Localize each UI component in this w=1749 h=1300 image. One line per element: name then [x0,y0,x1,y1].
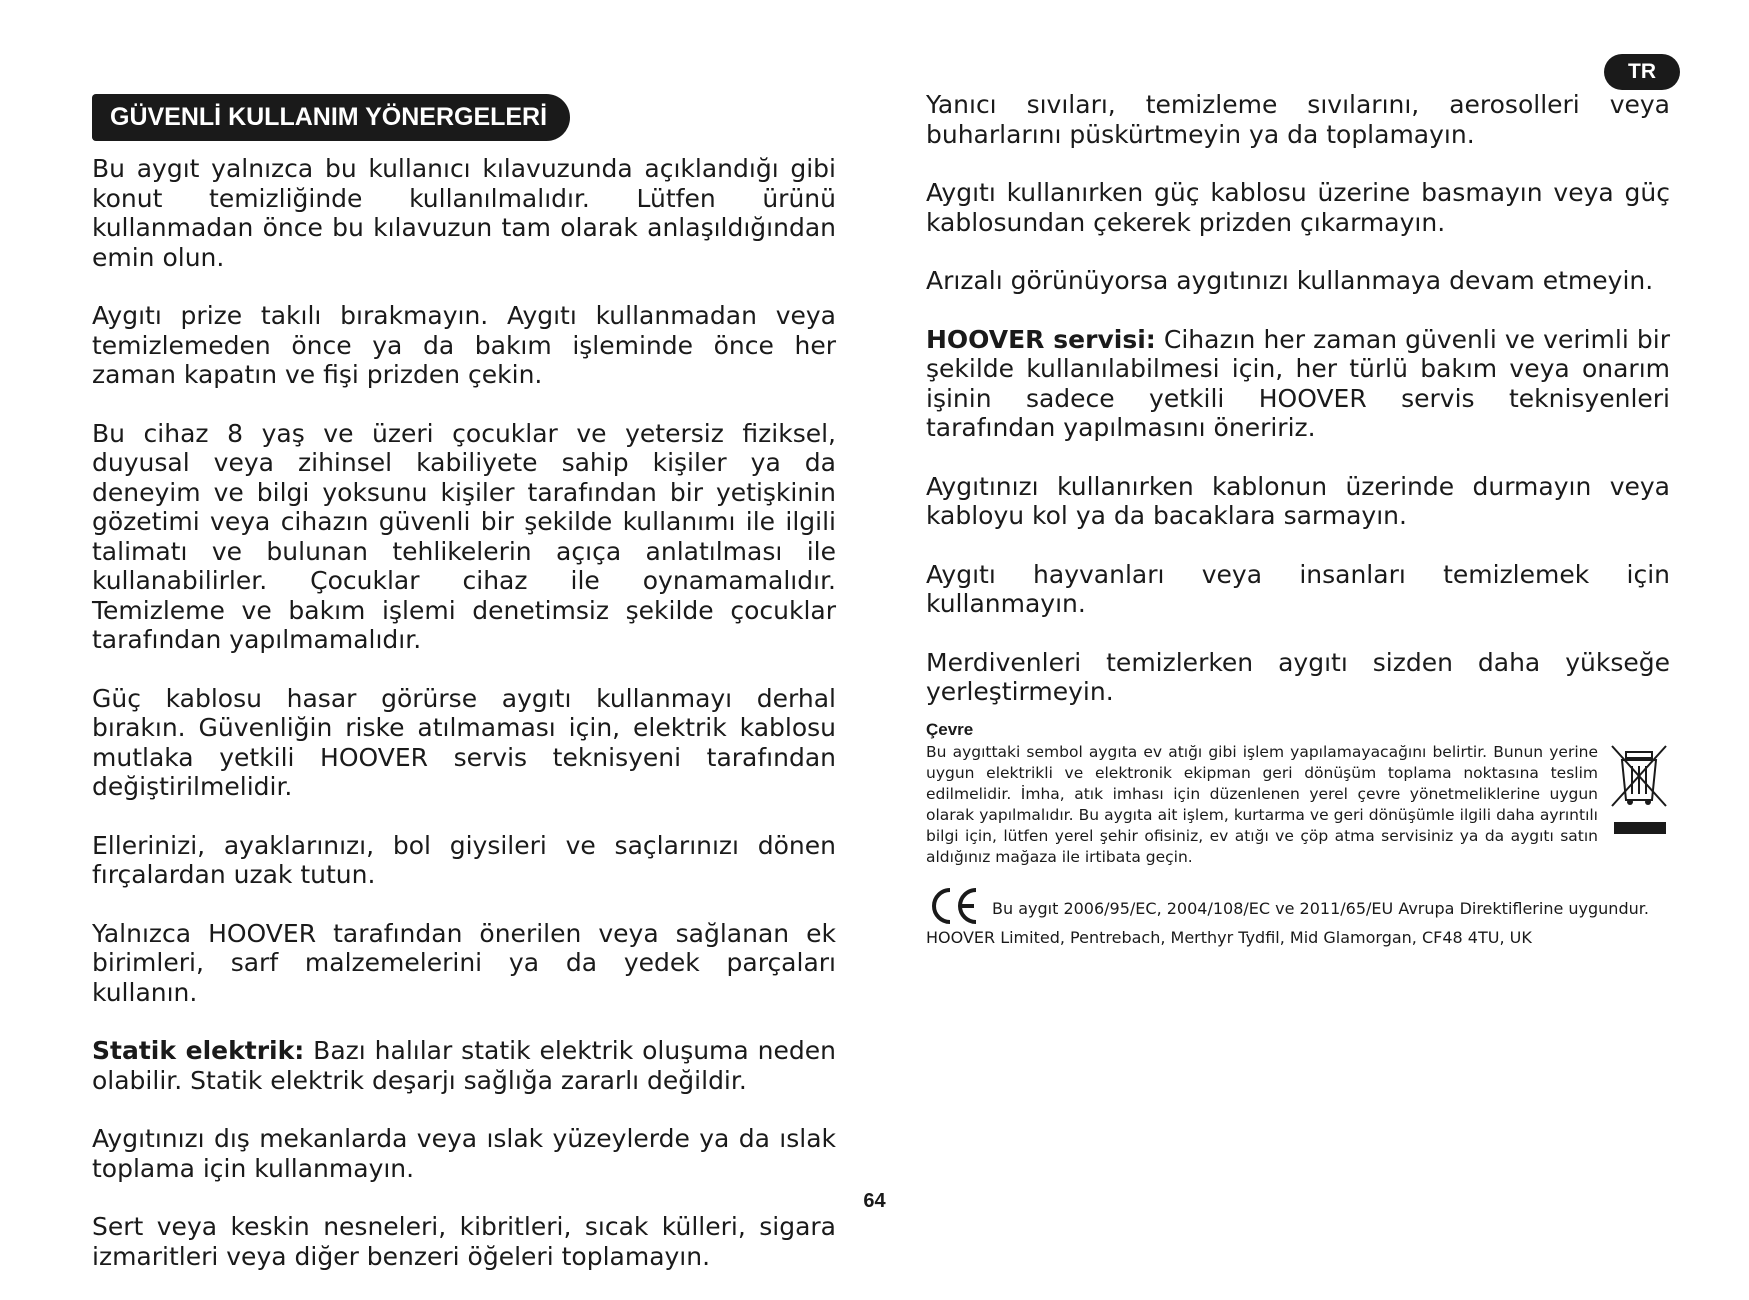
manufacturer-address: HOOVER Limited, Pentrebach, Merthyr Tydfil, Mid Glamorgan, CF48 4TU, UK [926,928,1532,947]
paragraph-animals: Aygıtı hayvanları veya insanları temizlemek için kullanmayın. [926,559,1670,618]
paragraph-unplug: Aygıtı prize takılı bırakmayın. Aygıtı kullanmadan veya temizlemeden önce ya da bakım işleminde önce her zaman kapatın ve fişi prizden çekin. [92,301,836,389]
ce-text: Bu aygıt 2006/95/EC, 2004/108/EC ve 2011/65/EU Avrupa Direktiflerine uygundur. [992,898,1649,918]
paragraph-brushes: Ellerinizi, ayaklarınızı, bol giysileri ve saçlarınızı dönen fırçalardan uzak tutun. [92,830,836,889]
static-text: Bazı halılar statik elektrik oluşuma neden olabilir. Statik elektrik deşarjı sağlığa zararlı değildir. [92,1036,836,1095]
ce-mark-icon [926,884,982,932]
paragraph-cord-step: Aygıtı kullanırken güç kablosu üzerine basmayın veya güç kablosundan çekerek prizden çıkarmayın. [926,178,1670,237]
crossed-bin-icon [1608,742,1670,842]
paragraph-usage: Bu aygıt yalnızca bu kullanıcı kılavuzunda açıklandığı gibi konut temizliğinde kullanılmalıdır. Lütfen ürünü kullanmadan önce bu kılavuzun tam olarak anlaşıldığından emin olun. [92,154,836,272]
right-column [926,90,1670,736]
paragraph-accessories: Yalnızca HOOVER tarafından önerilen veya sağlanan ek birimleri, sarf malzemelerini ya da yedek parçaları kullanın. [92,918,836,1007]
page-number: 64 [863,1190,886,1212]
paragraph-sharp-objects: Sert veya keskin nesneleri, kibritleri, sıcak külleri, sigara izmaritleri veya diğer benzeri öğeleri toplamayın. [92,1212,836,1271]
paragraph-outdoor: Aygıtınızı dış mekanlarda veya ıslak yüzeylerde ya da ıslak toplama için kullanmayın. [92,1124,836,1183]
environment-section [926,720,1670,868]
paragraph-faulty: Arızalı görünüyorsa aygıtınızı kullanmaya devam etmeyin. [926,266,1654,295]
static-label: Statik elektrik: [92,1036,305,1065]
service-label: HOOVER servisi: [926,324,1156,354]
paragraph-flammable: Yanıcı sıvıları, temizleme sıvılarını, aerosolleri veya buharlarını püskürtmeyin ya da toplamayın. [926,90,1670,149]
service-text: Cihazın her zaman güvenli ve verimli bir şekilde kullanılabilmesi için, her türlü bakım veya onarım işinin sadece yetkili HOOVER servis teknisyenleri tarafından yapılmasını öneririz. [926,324,1670,442]
paragraph-children: Bu cihaz 8 yaş ve üzeri çocuklar ve yetersiz fiziksel, duyusal veya zihinsel kabiliyete sahip kişiler ya da deneyim ve bilgi yoksunu kişiler tarafından bir yetişkinin gözetimi veya cihazın güvenli bir şekilde kullanımı ile ilgili talimatı ve bulunan tehlikelerin açıça anlatılması ile kullanabilirler. Çocuklar cihaz ile oynamamalıdır. Temizleme ve bakım işlemi denetimsiz şekilde çocuklar tarafından yapılmamalıdır. [92,418,836,654]
environment-title: Çevre [926,720,974,739]
paragraph-cable-stand: Aygıtınızı kullanırken kablonun üzerinde durmayın veya kabloyu kol ya da bacaklara sarmayın. [926,471,1670,530]
paragraph-static [92,1036,836,1095]
language-badge: TR [1604,54,1680,90]
environment-text: Bu aygıttaki sembol aygıta ev atığı gibi işlem yapılamayacağını belirtir. Bunun yerine uygun elektrikli ve elektronik ekipman geri dönüşüm toplama noktasına teslim edilmelidir. İmha, atık imhası için düzenlenen yerel çevre yönetmeliklerine uygun olarak yapılmalıdır. Bu aygıta ait işlem, kurtarma ve geri dönüşümle ilgili daha ayrıntılı bilgi için, lütfen yerel şehir ofisiniz, ev atığı ve çöp atma servisiniz ya da aygıtı satın aldığınız mağaza ile irtibata geçin. [926,743,1598,866]
left-column [92,154,836,1300]
paragraph-service [926,325,1670,443]
section-title: GÜVENLİ KULLANIM YÖNERGELERİ [92,94,570,141]
paragraph-power-cord: Güç kablosu hasar görürse aygıtı kullanmayı derhal bırakın. Güvenliğin riske atılmaması için, elektrik kablosu mutlaka yetkili HOOVER servis teknisyeni tarafından değiştirilmelidir. [92,683,836,801]
paragraph-stairs: Merdivenleri temizlerken aygıtı sizden daha yükseğe yerleştirmeyin. [926,647,1670,706]
ce-row [926,884,1670,932]
